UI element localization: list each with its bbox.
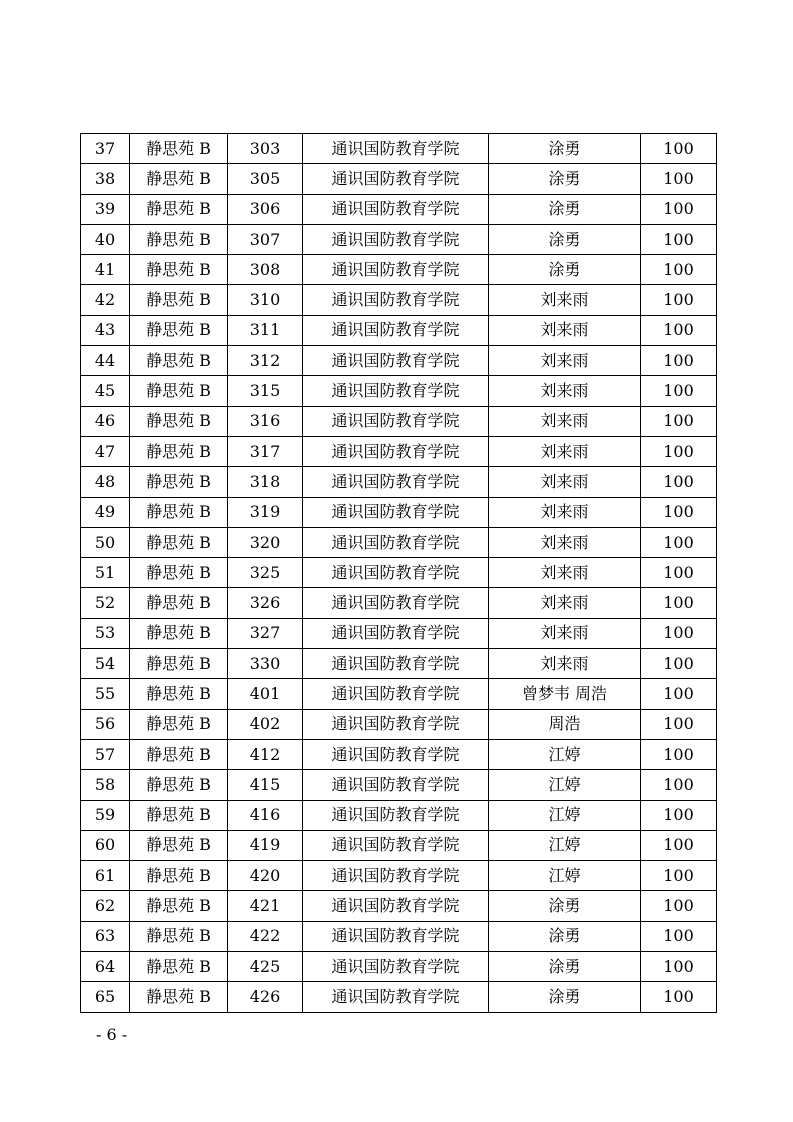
cell-building: 静思苑 B (130, 709, 228, 739)
cell-row-number: 38 (81, 164, 130, 194)
table-row (81, 649, 717, 679)
cell-score: 100 (641, 376, 717, 406)
cell-building: 静思苑 B (130, 739, 228, 769)
cell-row-number: 45 (81, 376, 130, 406)
cell-room-number: 305 (228, 164, 303, 194)
cell-score: 100 (641, 618, 717, 648)
cell-row-number: 58 (81, 770, 130, 800)
cell-counselor: 曾梦韦 周浩 (489, 679, 641, 709)
cell-college: 通识国防教育学院 (303, 649, 489, 679)
table-row (81, 982, 717, 1012)
cell-room-number: 422 (228, 921, 303, 951)
cell-row-number: 57 (81, 739, 130, 769)
cell-row-number: 55 (81, 679, 130, 709)
cell-college: 通识国防教育学院 (303, 830, 489, 860)
table-row (81, 830, 717, 860)
cell-building: 静思苑 B (130, 134, 228, 164)
cell-counselor: 刘来雨 (489, 618, 641, 648)
cell-row-number: 46 (81, 406, 130, 436)
cell-college: 通识国防教育学院 (303, 558, 489, 588)
cell-room-number: 415 (228, 770, 303, 800)
cell-college: 通识国防教育学院 (303, 739, 489, 769)
table-row (81, 861, 717, 891)
table-row (81, 406, 717, 436)
cell-counselor: 涂勇 (489, 224, 641, 254)
cell-room-number: 307 (228, 224, 303, 254)
cell-college: 通识国防教育学院 (303, 679, 489, 709)
cell-counselor: 江婷 (489, 830, 641, 860)
table-row (81, 770, 717, 800)
cell-college: 通识国防教育学院 (303, 164, 489, 194)
cell-college: 通识国防教育学院 (303, 588, 489, 618)
cell-building: 静思苑 B (130, 436, 228, 466)
cell-counselor: 涂勇 (489, 891, 641, 921)
cell-college: 通识国防教育学院 (303, 527, 489, 557)
cell-counselor: 刘来雨 (489, 588, 641, 618)
cell-score: 100 (641, 739, 717, 769)
cell-row-number: 63 (81, 921, 130, 951)
cell-row-number: 42 (81, 285, 130, 315)
cell-counselor: 涂勇 (489, 194, 641, 224)
cell-room-number: 412 (228, 739, 303, 769)
cell-row-number: 62 (81, 891, 130, 921)
cell-room-number: 401 (228, 679, 303, 709)
cell-row-number: 49 (81, 497, 130, 527)
page-number: - 6 - (96, 1025, 128, 1044)
table-body (81, 134, 717, 1013)
cell-room-number: 420 (228, 861, 303, 891)
cell-room-number: 317 (228, 436, 303, 466)
cell-college: 通识国防教育学院 (303, 921, 489, 951)
cell-row-number: 41 (81, 255, 130, 285)
cell-room-number: 311 (228, 315, 303, 345)
cell-building: 静思苑 B (130, 770, 228, 800)
table-row (81, 679, 717, 709)
cell-building: 静思苑 B (130, 497, 228, 527)
dormitory-score-table-container (80, 133, 717, 1013)
table-row (81, 527, 717, 557)
cell-counselor: 刘来雨 (489, 346, 641, 376)
cell-building: 静思苑 B (130, 921, 228, 951)
cell-college: 通识国防教育学院 (303, 194, 489, 224)
cell-counselor: 江婷 (489, 800, 641, 830)
cell-building: 静思苑 B (130, 315, 228, 345)
table-row (81, 558, 717, 588)
cell-college: 通识国防教育学院 (303, 346, 489, 376)
cell-counselor: 江婷 (489, 739, 641, 769)
cell-score: 100 (641, 679, 717, 709)
cell-building: 静思苑 B (130, 830, 228, 860)
cell-college: 通识国防教育学院 (303, 982, 489, 1012)
cell-score: 100 (641, 406, 717, 436)
table-row (81, 467, 717, 497)
cell-counselor: 涂勇 (489, 982, 641, 1012)
cell-room-number: 426 (228, 982, 303, 1012)
cell-building: 静思苑 B (130, 952, 228, 982)
cell-counselor: 涂勇 (489, 134, 641, 164)
cell-counselor: 刘来雨 (489, 436, 641, 466)
cell-building: 静思苑 B (130, 982, 228, 1012)
table-row (81, 800, 717, 830)
cell-score: 100 (641, 921, 717, 951)
cell-counselor: 刘来雨 (489, 497, 641, 527)
cell-score: 100 (641, 164, 717, 194)
cell-room-number: 316 (228, 406, 303, 436)
cell-counselor: 刘来雨 (489, 376, 641, 406)
cell-building: 静思苑 B (130, 527, 228, 557)
cell-row-number: 56 (81, 709, 130, 739)
table-row (81, 709, 717, 739)
cell-building: 静思苑 B (130, 224, 228, 254)
cell-counselor: 刘来雨 (489, 527, 641, 557)
cell-building: 静思苑 B (130, 467, 228, 497)
cell-score: 100 (641, 588, 717, 618)
cell-score: 100 (641, 982, 717, 1012)
cell-room-number: 421 (228, 891, 303, 921)
cell-building: 静思苑 B (130, 588, 228, 618)
cell-room-number: 310 (228, 285, 303, 315)
cell-score: 100 (641, 800, 717, 830)
cell-score: 100 (641, 649, 717, 679)
cell-college: 通识国防教育学院 (303, 800, 489, 830)
cell-room-number: 319 (228, 497, 303, 527)
cell-score: 100 (641, 255, 717, 285)
cell-college: 通识国防教育学院 (303, 861, 489, 891)
table-row (81, 588, 717, 618)
cell-counselor: 刘来雨 (489, 558, 641, 588)
table-row (81, 921, 717, 951)
cell-score: 100 (641, 770, 717, 800)
cell-room-number: 326 (228, 588, 303, 618)
cell-row-number: 54 (81, 649, 130, 679)
cell-row-number: 59 (81, 800, 130, 830)
cell-row-number: 48 (81, 467, 130, 497)
cell-row-number: 53 (81, 618, 130, 648)
cell-college: 通识国防教育学院 (303, 255, 489, 285)
table-row (81, 194, 717, 224)
cell-building: 静思苑 B (130, 285, 228, 315)
cell-score: 100 (641, 709, 717, 739)
cell-college: 通识国防教育学院 (303, 224, 489, 254)
cell-room-number: 318 (228, 467, 303, 497)
cell-college: 通识国防教育学院 (303, 436, 489, 466)
cell-college: 通识国防教育学院 (303, 134, 489, 164)
cell-building: 静思苑 B (130, 406, 228, 436)
cell-counselor: 江婷 (489, 861, 641, 891)
cell-score: 100 (641, 891, 717, 921)
table-row (81, 134, 717, 164)
cell-college: 通识国防教育学院 (303, 618, 489, 648)
cell-college: 通识国防教育学院 (303, 285, 489, 315)
table-row (81, 164, 717, 194)
table-row (81, 285, 717, 315)
cell-row-number: 37 (81, 134, 130, 164)
cell-score: 100 (641, 346, 717, 376)
table-row (81, 436, 717, 466)
table-row (81, 618, 717, 648)
cell-row-number: 44 (81, 346, 130, 376)
cell-score: 100 (641, 194, 717, 224)
cell-college: 通识国防教育学院 (303, 709, 489, 739)
cell-score: 100 (641, 497, 717, 527)
cell-building: 静思苑 B (130, 194, 228, 224)
cell-building: 静思苑 B (130, 679, 228, 709)
cell-counselor: 刘来雨 (489, 315, 641, 345)
cell-row-number: 60 (81, 830, 130, 860)
cell-row-number: 50 (81, 527, 130, 557)
cell-score: 100 (641, 527, 717, 557)
cell-row-number: 39 (81, 194, 130, 224)
cell-counselor: 刘来雨 (489, 467, 641, 497)
cell-room-number: 416 (228, 800, 303, 830)
cell-score: 100 (641, 134, 717, 164)
cell-counselor: 刘来雨 (489, 649, 641, 679)
cell-room-number: 306 (228, 194, 303, 224)
cell-college: 通识国防教育学院 (303, 770, 489, 800)
table-row (81, 224, 717, 254)
cell-building: 静思苑 B (130, 255, 228, 285)
table-row (81, 255, 717, 285)
table-row (81, 891, 717, 921)
table-row (81, 497, 717, 527)
cell-room-number: 325 (228, 558, 303, 588)
table-row (81, 739, 717, 769)
cell-room-number: 308 (228, 255, 303, 285)
cell-college: 通识国防教育学院 (303, 376, 489, 406)
cell-building: 静思苑 B (130, 164, 228, 194)
cell-college: 通识国防教育学院 (303, 952, 489, 982)
table-row (81, 315, 717, 345)
table-row (81, 952, 717, 982)
cell-building: 静思苑 B (130, 649, 228, 679)
cell-counselor: 涂勇 (489, 255, 641, 285)
cell-college: 通识国防教育学院 (303, 406, 489, 436)
cell-row-number: 47 (81, 436, 130, 466)
cell-row-number: 43 (81, 315, 130, 345)
cell-room-number: 312 (228, 346, 303, 376)
cell-score: 100 (641, 861, 717, 891)
cell-row-number: 61 (81, 861, 130, 891)
cell-room-number: 315 (228, 376, 303, 406)
cell-college: 通识国防教育学院 (303, 467, 489, 497)
cell-building: 静思苑 B (130, 346, 228, 376)
cell-building: 静思苑 B (130, 618, 228, 648)
cell-room-number: 425 (228, 952, 303, 982)
cell-room-number: 320 (228, 527, 303, 557)
cell-building: 静思苑 B (130, 558, 228, 588)
cell-room-number: 327 (228, 618, 303, 648)
cell-college: 通识国防教育学院 (303, 891, 489, 921)
cell-score: 100 (641, 224, 717, 254)
dormitory-score-table (80, 133, 717, 1013)
cell-counselor: 涂勇 (489, 952, 641, 982)
cell-counselor: 刘来雨 (489, 285, 641, 315)
cell-building: 静思苑 B (130, 800, 228, 830)
cell-score: 100 (641, 436, 717, 466)
cell-row-number: 51 (81, 558, 130, 588)
cell-score: 100 (641, 558, 717, 588)
cell-counselor: 刘来雨 (489, 406, 641, 436)
cell-room-number: 303 (228, 134, 303, 164)
cell-building: 静思苑 B (130, 861, 228, 891)
table-row (81, 376, 717, 406)
cell-row-number: 64 (81, 952, 130, 982)
cell-score: 100 (641, 952, 717, 982)
cell-room-number: 419 (228, 830, 303, 860)
cell-row-number: 65 (81, 982, 130, 1012)
cell-counselor: 江婷 (489, 770, 641, 800)
cell-college: 通识国防教育学院 (303, 497, 489, 527)
cell-room-number: 330 (228, 649, 303, 679)
cell-building: 静思苑 B (130, 376, 228, 406)
cell-room-number: 402 (228, 709, 303, 739)
cell-college: 通识国防教育学院 (303, 315, 489, 345)
cell-counselor: 涂勇 (489, 921, 641, 951)
cell-score: 100 (641, 285, 717, 315)
cell-score: 100 (641, 830, 717, 860)
cell-building: 静思苑 B (130, 891, 228, 921)
cell-counselor: 涂勇 (489, 164, 641, 194)
cell-row-number: 52 (81, 588, 130, 618)
cell-row-number: 40 (81, 224, 130, 254)
table-row (81, 346, 717, 376)
cell-score: 100 (641, 467, 717, 497)
cell-counselor: 周浩 (489, 709, 641, 739)
cell-score: 100 (641, 315, 717, 345)
